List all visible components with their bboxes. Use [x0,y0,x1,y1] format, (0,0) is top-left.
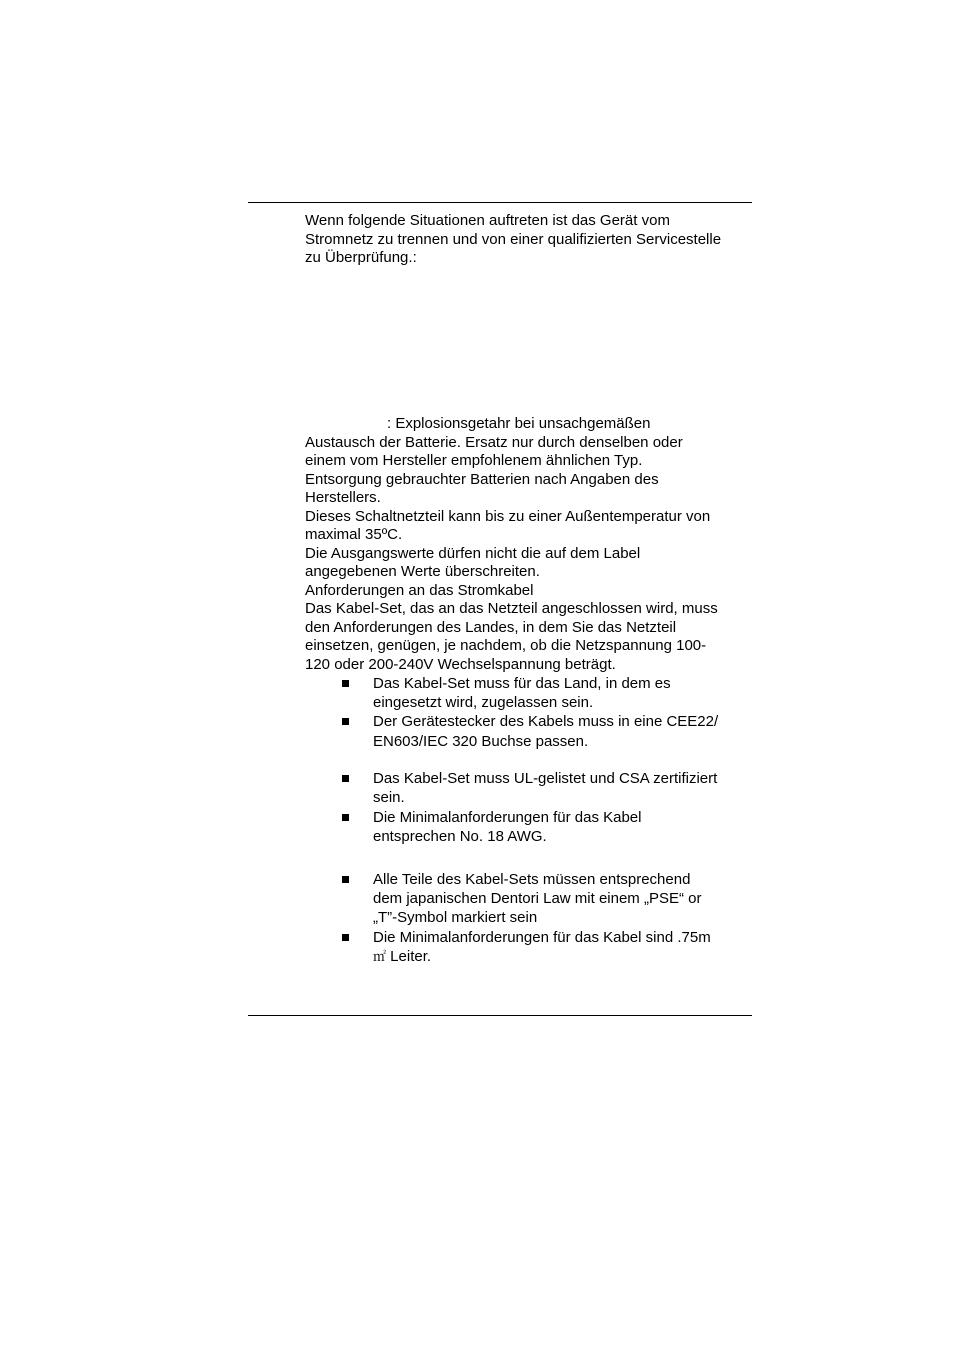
battery-line-1: : Explosionsgetahr bei unsachgemäßen [387,415,651,432]
bullet-4-line-1: Die Minimalanforderungen für das Kabel [373,809,642,826]
battery-line-13: einsetzen, genügen, je nachdem, ob die Netzspannung 100- [305,637,707,654]
battery-line-2: Austausch der Batterie. Ersatz nur durch denselben oder [305,433,683,451]
square-bullet-icon [342,934,349,941]
battery-line-11: Das Kabel-Set, das an das Netzteil angeschlossen wird, muss [305,600,718,617]
bullet-1-line-2: eingesetzt wird, zugelassen sein. [373,694,594,711]
bottom-rule [248,1015,752,1016]
intro-paragraph [305,212,755,268]
square-bullet-icon [342,814,349,821]
intro-line-2: Stromnetz zu trennen und von einer qualifizierten Servicestelle [305,230,722,248]
bullet-5-line-3: „T”-Symbol markiert sein [373,909,538,926]
intro-line-1: Wenn folgende Situationen auftreten ist das Gerät vom [305,212,670,229]
battery-line-9: angegebenen Werte überschreiten. [305,563,540,580]
battery-line-7: maximal 35ºC. [305,526,403,543]
bullet-6-line-1: Die Minimalanforderungen für das Kabel sind .75m [373,929,711,946]
bullet-5-line-2: dem japanischen Dentori Law mit einem „PSE“ or [373,890,702,907]
bullet-6-line-2-text: Leiter. [386,948,432,965]
bullet-3-line-2: sein. [373,789,405,806]
bullet-5-line-1: Alle Teile des Kabel-Sets müssen entsprechend [373,871,691,888]
intro-line-3: zu Überprüfung.: [305,249,417,266]
bullet-4-line-2: entsprechen No. 18 AWG. [373,828,547,845]
square-bullet-icon [342,680,349,687]
square-bullet-icon [342,775,349,782]
bullet-6-line-2 [373,947,763,967]
battery-paragraph [305,415,755,674]
battery-line-6: Dieses Schaltnetzteil kann bis zu einer Außentemperatur von [305,507,711,525]
battery-line-12: den Anforderungen des Landes, in dem Sie das Netzteil [305,618,677,636]
battery-line-14: 120 oder 200-240V Wechselspannung beträgt. [305,655,616,673]
battery-line-3: einem vom Hersteller empfohlenem ähnlichen Typ. [305,452,643,469]
battery-line-5: Herstellers. [305,489,381,506]
bullet-2-line-2: EN603/IEC 320 Buchse passen. [373,733,589,750]
bullet-1-line-1: Das Kabel-Set muss für das Land, in dem es [373,675,671,692]
square-bullet-icon [342,876,349,883]
battery-line-8: Die Ausgangswerte dürfen nicht die auf dem Label [305,544,641,562]
section-heading-power-cord: Anforderungen an das Stromkabel [305,581,534,599]
battery-line-4: Entsorgung gebrauchter Batterien nach Angaben des [305,470,659,488]
square-meter-glyph: ㎡ [373,950,387,965]
bullet-3-line-1: Das Kabel-Set muss UL-gelistet und CSA zertifiziert [373,770,718,787]
top-rule [248,202,752,203]
square-bullet-icon [342,718,349,725]
bullet-2-line-1: Der Gerätestecker des Kabels muss in eine CEE22/ [373,713,719,730]
